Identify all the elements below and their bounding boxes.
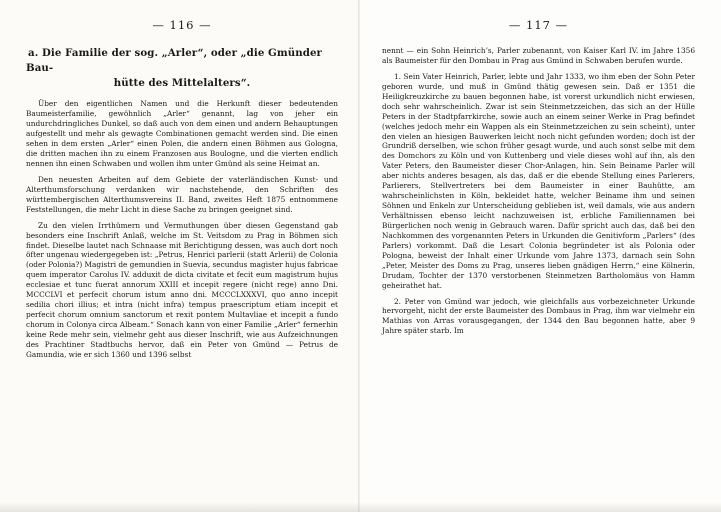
paragraph: Über den eigentlichen Namen und die Herkunft dieser bedeutenden Baumeisterfamilie, gewöhnlich „Arler“ genannt, lag von jeher ein undurchdringliches Dunkel, so daß auch von dem einen und andern Behauptungen aufgestellt und mehr als gewagte Combinationen gemacht werden sind. Die einen sehen in dem ersten „Arler“ einen Polen, die andern einen Böhmen aus Gologna, die dritten machen ihn zu einem Franzosen aus Boulogne, und die vierten endlich nennen ihn einen Schwaben und wollen ihm unter Gmünd als seine Heimat an.: [26, 99, 338, 168]
paragraph: 1. Sein Vater Heinrich, Parler, lebte und Jahr 1333, wo ihm eben der Sohn Peter geboren wurde, und muß in Gmünd thätig gewesen sein. Daß er 1351 die Heiligkreuzkirche zu bauen begonnen habe, ist vorerst urkundlich nicht erwiesen, doch sehr wahrscheinlich. Zwar ist sein Steinmetzzeichen, das sich an der Hülle Peters in der Stadtpfarrkirche, sowie auch an einem seiner Werke in Prag befindet (welches jedoch mehr ein Wappen als ein Steinmetzzeichen zu sein scheint), unter den vielen an hiesigen Bauwerken leicht noch nicht gefunden worden; doch ist der Grundriß derselben, wie schon früher gesagt wurde, und auch sonst selbe mit dem des Domchors zu Köln und von Kuttenberg und viele dieses wohl auf ihn, als den Vater Peters, den Baumeister dieser Chor-Anlagen, hin. Sein Beiname Parler will aber nichts anderes besagen, als das, daß er die ebende Stellung eines Parlerers, Parlierers, Stellvertreters bei dem Baumeister in einer Bauhütte, am wahrscheinlichsten in Köln, bekleidet hatte, welcher Beiname ihm und seinen Söhnen und Enkeln zur Unterscheidung geblieben ist, weil damals, wie aus andern Verhältnissen ebenso leicht nachzuweisen ist, erbliche Familiennamen bei Bürgerlichen noch wenig in Gebrauch waren. Dafür spricht auch das, daß bei den Nachkommen des vorgenannten Peters in Urkunden die Genitivform „Parlers“ (des Parlers) vorkommt. Daß die Lesart Colonia begründeter ist als Polonia oder Pologna, beweist der Inhalt einer Urkunde vom Jahre 1373, darnach sein Sohn „Peter, Meister des Doms zu Prag, unseres lieben gnädigen Herrn,“ eine Kölnerin, Drudam, Tochter der 1370 verstorbenen Steinmetzen Bartholomäus von Hamm geheirathet hat.: [382, 71, 695, 290]
section-heading-line-2: hütte des Mittelalters“.: [113, 76, 251, 89]
page-right-content: [382, 18, 695, 336]
paragraph: Den neuesten Arbeiten auf dem Gebiete der vaterländischen Kunst- und Alterthumsforschung verdanken wir nachstehende, den Schriften des württembergischen Alterthumsvereins II. Band, zweites Heft 1875 entnommene Feststellungen, die mehr Licht in diese Sache zu bringen geeignet sind.: [26, 174, 338, 214]
paragraph: nennt — ein Sohn Heinrich’s, Parler zubenannt, von Kaiser Karl IV. im Jahre 1356 als Baumeister für den Dombau in Prag aus Gmünd in Schwaben berufen wurde.: [382, 46, 695, 65]
section-heading-line-1: a. Die Familie der sog. „Arler“, oder „die Gmünder Bau-: [26, 47, 323, 74]
page-right: [360, 0, 721, 512]
page-number-left: — 116 —: [152, 18, 212, 32]
section-heading: [26, 46, 338, 90]
paragraph: 2. Peter von Gmünd war jedoch, wie gleichfalls aus vorbezeichneter Urkunde hervorgeht, nicht der erste Baumeister des Dombaus in Prag, ihm war vielmehr ein Mathias von Arras vorausgegangen, der 1344 den Bau begonnen hatte, aber 9 Jahre später starb. Im: [382, 296, 695, 336]
paragraph: Zu den vielen Irrthümern und Vermuthungen über diesen Gegenstand gab besonders eine Inschrift Anlaß, welche im St. Veitsdom zu Prag in Böhmen sich findet. Dieselbe lautet nach Schnaase mit Berichtigung dessen, was auch dort noch öfter ungenau wiedergegeben ist: „Petrus, Henrici parlerii (statt Arlerii) de Colonia (oder Polonia?) Magistri de gemundien in Suevia, secundus magister hujus fabricae quem imperator Carolus IV. adduxit de dicta civitate et fecit eum magistrum hujus ecclesiae et tunc fuerat annorum XXIII et incepit regere (nicht rege) anno Dni. MCCCLVI et perfecit chorum istum anno dni. MCCCLXXXVI, quo anno incepit sedilia chori illius; et intra (nicht infra) tempus praescriptum etiam incepit et perfecit chorum omnium sanctorum et rexit pontem Multavliae et incepit a fundo chorum in Colonya circa Albeam.“ Sonach kann von einer Familie „Arler“ fernerhin keine Rede mehr sein, vielmehr geht aus dieser Inschrift, wie aus Aufzeichnungen des Prachtiner Stadtbuchs hervor, daß ein Peter von Gmünd — Petrus de Gamundia, wie er sich 1360 und 1396 selbst: [26, 220, 338, 359]
page-left-content: [26, 18, 338, 360]
page-number-right: — 117 —: [508, 18, 569, 32]
page-edge-shadow: [0, 502, 721, 512]
page-left: [0, 0, 360, 512]
